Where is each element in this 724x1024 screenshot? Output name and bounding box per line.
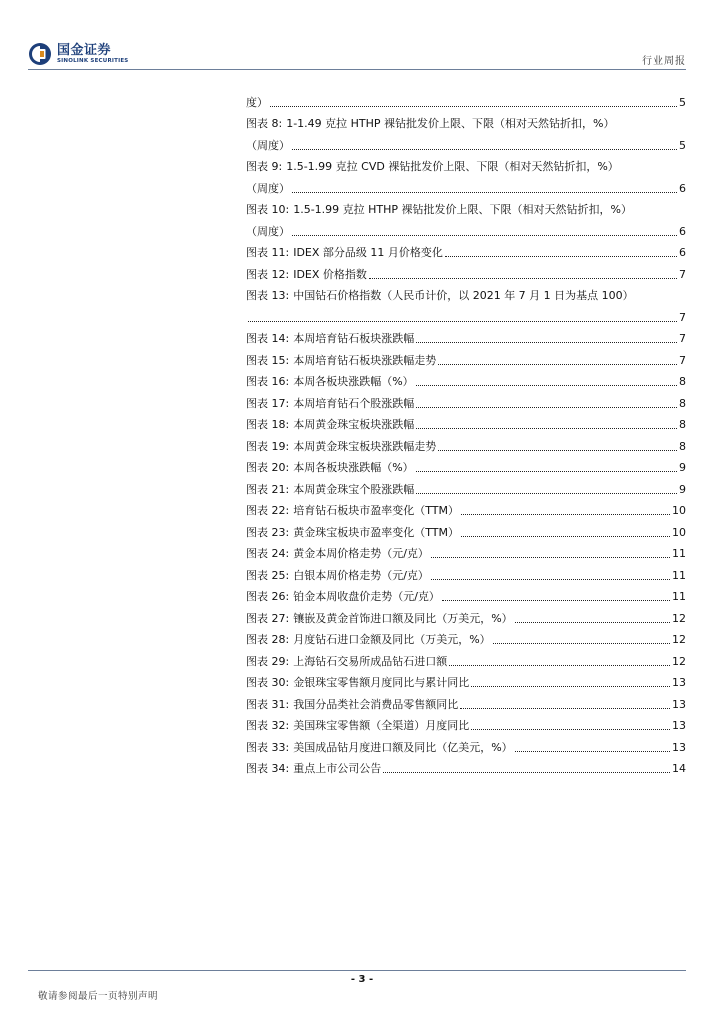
toc-figure-number: 图表 28: bbox=[246, 633, 290, 646]
toc-title: 1.5-1.99 克拉 HTHP 裸钻批发价上限、下限（相对天然钻折扣，%） bbox=[293, 203, 632, 216]
toc-leader-dots bbox=[416, 385, 677, 386]
toc-leader-dots bbox=[416, 342, 677, 343]
toc-page-number: 8 bbox=[679, 418, 686, 431]
toc-figure-number: 图表 14: bbox=[246, 332, 290, 345]
toc-title: 本周培育钻石板块涨跌幅走势 bbox=[293, 353, 437, 367]
toc-page-number: 11 bbox=[672, 547, 686, 560]
toc-leader-dots bbox=[438, 450, 677, 451]
toc-title: 重点上市公司公告 bbox=[293, 762, 382, 775]
toc-figure-number: 图表 10: bbox=[246, 203, 290, 216]
toc-leader-dots bbox=[292, 149, 677, 150]
page-number: - 3 - bbox=[350, 974, 374, 985]
report-type-label: 行业周报 bbox=[642, 56, 686, 67]
toc-page-number: 13 bbox=[672, 719, 686, 732]
toc-page-number: 7 bbox=[679, 310, 686, 324]
toc-page-number: 6 bbox=[679, 181, 686, 195]
toc-line[interactable] bbox=[246, 347, 686, 369]
toc-page-number: 6 bbox=[679, 224, 686, 238]
toc-line[interactable] bbox=[246, 369, 686, 391]
toc-title: （周度） bbox=[246, 138, 290, 152]
toc-figure-number: 图表 20: bbox=[246, 461, 290, 474]
toc-leader-dots bbox=[416, 471, 677, 472]
toc-title: 镶嵌及黄金首饰进口额及同比（万美元，%） bbox=[293, 611, 513, 625]
toc-title: 铂金本周收盘价走势（元/克） bbox=[293, 590, 440, 603]
toc-line[interactable] bbox=[246, 304, 686, 326]
toc-line[interactable] bbox=[246, 562, 686, 584]
toc-page-number: 12 bbox=[672, 611, 686, 625]
toc-figure-number: 图表 17: bbox=[246, 396, 290, 410]
toc-figure-number: 图表 34: bbox=[246, 762, 290, 775]
toc-line[interactable] bbox=[246, 627, 686, 649]
toc-figure-number: 图表 25: bbox=[246, 568, 290, 582]
toc-leader-dots bbox=[369, 278, 677, 279]
toc-leader-dots bbox=[292, 192, 677, 193]
toc-title: 月度钻石进口金额及同比（万美元，%） bbox=[293, 633, 491, 646]
toc-line[interactable] bbox=[246, 240, 686, 262]
toc-line[interactable] bbox=[246, 197, 686, 219]
toc-figure-number: 图表 12: bbox=[246, 267, 290, 281]
toc-page-number: 9 bbox=[679, 461, 686, 474]
toc-title: 本周培育钻石个股涨跌幅 bbox=[293, 396, 415, 410]
toc-line[interactable] bbox=[246, 433, 686, 455]
toc-title: 黄金珠宝板块市盈率变化（TTM） bbox=[293, 525, 459, 539]
toc-line[interactable] bbox=[246, 154, 686, 176]
toc-line[interactable] bbox=[246, 519, 686, 541]
toc-title: 本周黄金珠宝板块涨跌幅 bbox=[293, 418, 415, 431]
toc-title: IDEX 价格指数 bbox=[293, 267, 367, 281]
toc-line[interactable] bbox=[246, 89, 686, 111]
toc-line[interactable] bbox=[246, 111, 686, 133]
toc-title: 金银珠宝零售额月度同比与累计同比 bbox=[293, 676, 470, 689]
toc-title: 1-1.49 克拉 HTHP 裸钻批发价上限、下限（相对天然钻折扣，%） bbox=[286, 117, 615, 130]
toc-leader-dots bbox=[445, 256, 677, 257]
toc-page-number: 8 bbox=[679, 375, 686, 388]
toc-figure-number: 图表 15: bbox=[246, 353, 290, 367]
toc-page-number: 7 bbox=[679, 353, 686, 367]
toc-title: 美国成品钻月度进口额及同比（亿美元，%） bbox=[293, 740, 513, 754]
toc-figure-number: 图表 31: bbox=[246, 697, 290, 711]
toc-title: 本周黄金珠宝个股涨跌幅 bbox=[293, 482, 415, 496]
disclaimer-note: 敬请参阅最后一页特别声明 bbox=[38, 991, 159, 1002]
toc-title: 本周各板块涨跌幅（%） bbox=[293, 461, 414, 474]
toc-title: 培育钻石板块市盈率变化（TTM） bbox=[293, 504, 459, 517]
toc-figure-number: 图表 13: bbox=[246, 289, 290, 302]
toc-line[interactable] bbox=[246, 175, 686, 197]
toc-title: 中国钻石价格指数（人民币计价，以 2021 年 7 月 1 日为基点 100） bbox=[293, 289, 634, 302]
toc-line[interactable] bbox=[246, 670, 686, 692]
toc-figure-number: 图表 9: bbox=[246, 160, 283, 173]
toc-page-number: 13 bbox=[672, 676, 686, 689]
toc-figure-number: 图表 23: bbox=[246, 525, 290, 539]
toc-leader-dots bbox=[449, 665, 670, 666]
company-name-cn: 国金证券 bbox=[57, 42, 112, 58]
toc-page-number: 10 bbox=[672, 525, 686, 539]
toc-leader-dots bbox=[438, 364, 677, 365]
toc-line[interactable] bbox=[246, 261, 686, 283]
toc-line[interactable] bbox=[246, 132, 686, 154]
company-logo bbox=[28, 42, 128, 66]
toc-page-number: 8 bbox=[679, 396, 686, 410]
toc-title: 美国珠宝零售额（全渠道）月度同比 bbox=[293, 719, 470, 732]
toc-line[interactable] bbox=[246, 455, 686, 477]
toc-line[interactable] bbox=[246, 283, 686, 305]
sinolink-logo-icon bbox=[28, 42, 52, 66]
toc-title: 白银本周价格走势（元/克） bbox=[293, 568, 429, 582]
toc-leader-dots bbox=[416, 428, 677, 429]
toc-page-number: 14 bbox=[672, 762, 686, 775]
header-divider bbox=[28, 69, 686, 70]
toc-line[interactable] bbox=[246, 756, 686, 778]
company-name-en: SINOLINK SECURITIES bbox=[57, 57, 129, 64]
toc-leader-dots bbox=[493, 643, 670, 644]
toc-page-number: 6 bbox=[679, 246, 686, 259]
toc-title: 本周黄金珠宝板块涨跌幅走势 bbox=[293, 439, 437, 453]
toc-page-number: 10 bbox=[672, 504, 686, 517]
toc-page-number: 13 bbox=[672, 740, 686, 754]
toc-title: 本周培育钻石板块涨跌幅 bbox=[293, 332, 415, 345]
toc-page-number: 9 bbox=[679, 482, 686, 496]
toc-figure-number: 图表 29: bbox=[246, 654, 290, 668]
toc-title: （周度） bbox=[246, 224, 290, 238]
figure-table-of-contents bbox=[246, 89, 686, 777]
toc-page-number: 12 bbox=[672, 633, 686, 646]
toc-figure-number: 图表 24: bbox=[246, 547, 290, 560]
toc-figure-number: 图表 22: bbox=[246, 504, 290, 517]
toc-figure-number: 图表 26: bbox=[246, 590, 290, 603]
toc-leader-dots bbox=[270, 106, 677, 107]
toc-line[interactable] bbox=[246, 412, 686, 434]
toc-figure-number: 图表 30: bbox=[246, 676, 290, 689]
toc-leader-dots bbox=[471, 729, 670, 730]
toc-line[interactable] bbox=[246, 648, 686, 670]
toc-leader-dots bbox=[471, 686, 670, 687]
toc-figure-number: 图表 16: bbox=[246, 375, 290, 388]
toc-line[interactable] bbox=[246, 691, 686, 713]
footer-divider bbox=[28, 970, 686, 971]
toc-title: （周度） bbox=[246, 181, 290, 195]
toc-leader-dots bbox=[442, 600, 670, 601]
toc-title: 本周各板块涨跌幅（%） bbox=[293, 375, 414, 388]
toc-page-number: 7 bbox=[679, 267, 686, 281]
toc-title: 黄金本周价格走势（元/克） bbox=[293, 547, 429, 560]
toc-title: 上海钻石交易所成品钻石进口额 bbox=[293, 654, 448, 668]
toc-leader-dots bbox=[292, 235, 677, 236]
toc-page-number: 5 bbox=[679, 138, 686, 152]
toc-title: IDEX 部分品级 11 月价格变化 bbox=[293, 246, 443, 259]
toc-line[interactable] bbox=[246, 605, 686, 627]
toc-leader-dots bbox=[460, 708, 670, 709]
toc-leader-dots bbox=[515, 751, 670, 752]
page-header bbox=[0, 0, 724, 72]
toc-page-number: 13 bbox=[672, 697, 686, 711]
toc-line[interactable] bbox=[246, 734, 686, 756]
toc-line[interactable] bbox=[246, 713, 686, 735]
toc-figure-number: 图表 19: bbox=[246, 439, 290, 453]
toc-page-number: 12 bbox=[672, 654, 686, 668]
toc-line[interactable] bbox=[246, 390, 686, 412]
toc-figure-number: 图表 21: bbox=[246, 482, 290, 496]
toc-line[interactable] bbox=[246, 326, 686, 348]
toc-leader-dots bbox=[515, 622, 670, 623]
toc-line[interactable] bbox=[246, 584, 686, 606]
toc-leader-dots bbox=[431, 557, 670, 558]
toc-line[interactable] bbox=[246, 541, 686, 563]
toc-leader-dots bbox=[248, 321, 677, 322]
toc-page-number: 7 bbox=[679, 332, 686, 345]
toc-title: 1.5-1.99 克拉 CVD 裸钻批发价上限、下限（相对天然钻折扣，%） bbox=[286, 160, 619, 173]
toc-leader-dots bbox=[461, 514, 670, 515]
toc-title: 我国分品类社会消费品零售额同比 bbox=[293, 697, 459, 711]
toc-figure-number: 图表 18: bbox=[246, 418, 290, 431]
toc-leader-dots bbox=[416, 493, 677, 494]
toc-figure-number: 图表 27: bbox=[246, 611, 290, 625]
toc-line[interactable] bbox=[246, 218, 686, 240]
toc-leader-dots bbox=[461, 536, 670, 537]
toc-page-number: 8 bbox=[679, 439, 686, 453]
toc-figure-number: 图表 11: bbox=[246, 246, 290, 259]
toc-leader-dots bbox=[383, 772, 670, 773]
toc-page-number: 11 bbox=[672, 590, 686, 603]
toc-leader-dots bbox=[416, 407, 677, 408]
toc-line[interactable] bbox=[246, 498, 686, 520]
toc-leader-dots bbox=[431, 579, 670, 580]
toc-title: 度） bbox=[246, 95, 268, 109]
toc-figure-number: 图表 8: bbox=[246, 117, 283, 130]
toc-page-number: 5 bbox=[679, 95, 686, 109]
toc-figure-number: 图表 33: bbox=[246, 740, 290, 754]
toc-figure-number: 图表 32: bbox=[246, 719, 290, 732]
toc-page-number: 11 bbox=[672, 568, 686, 582]
toc-line[interactable] bbox=[246, 476, 686, 498]
